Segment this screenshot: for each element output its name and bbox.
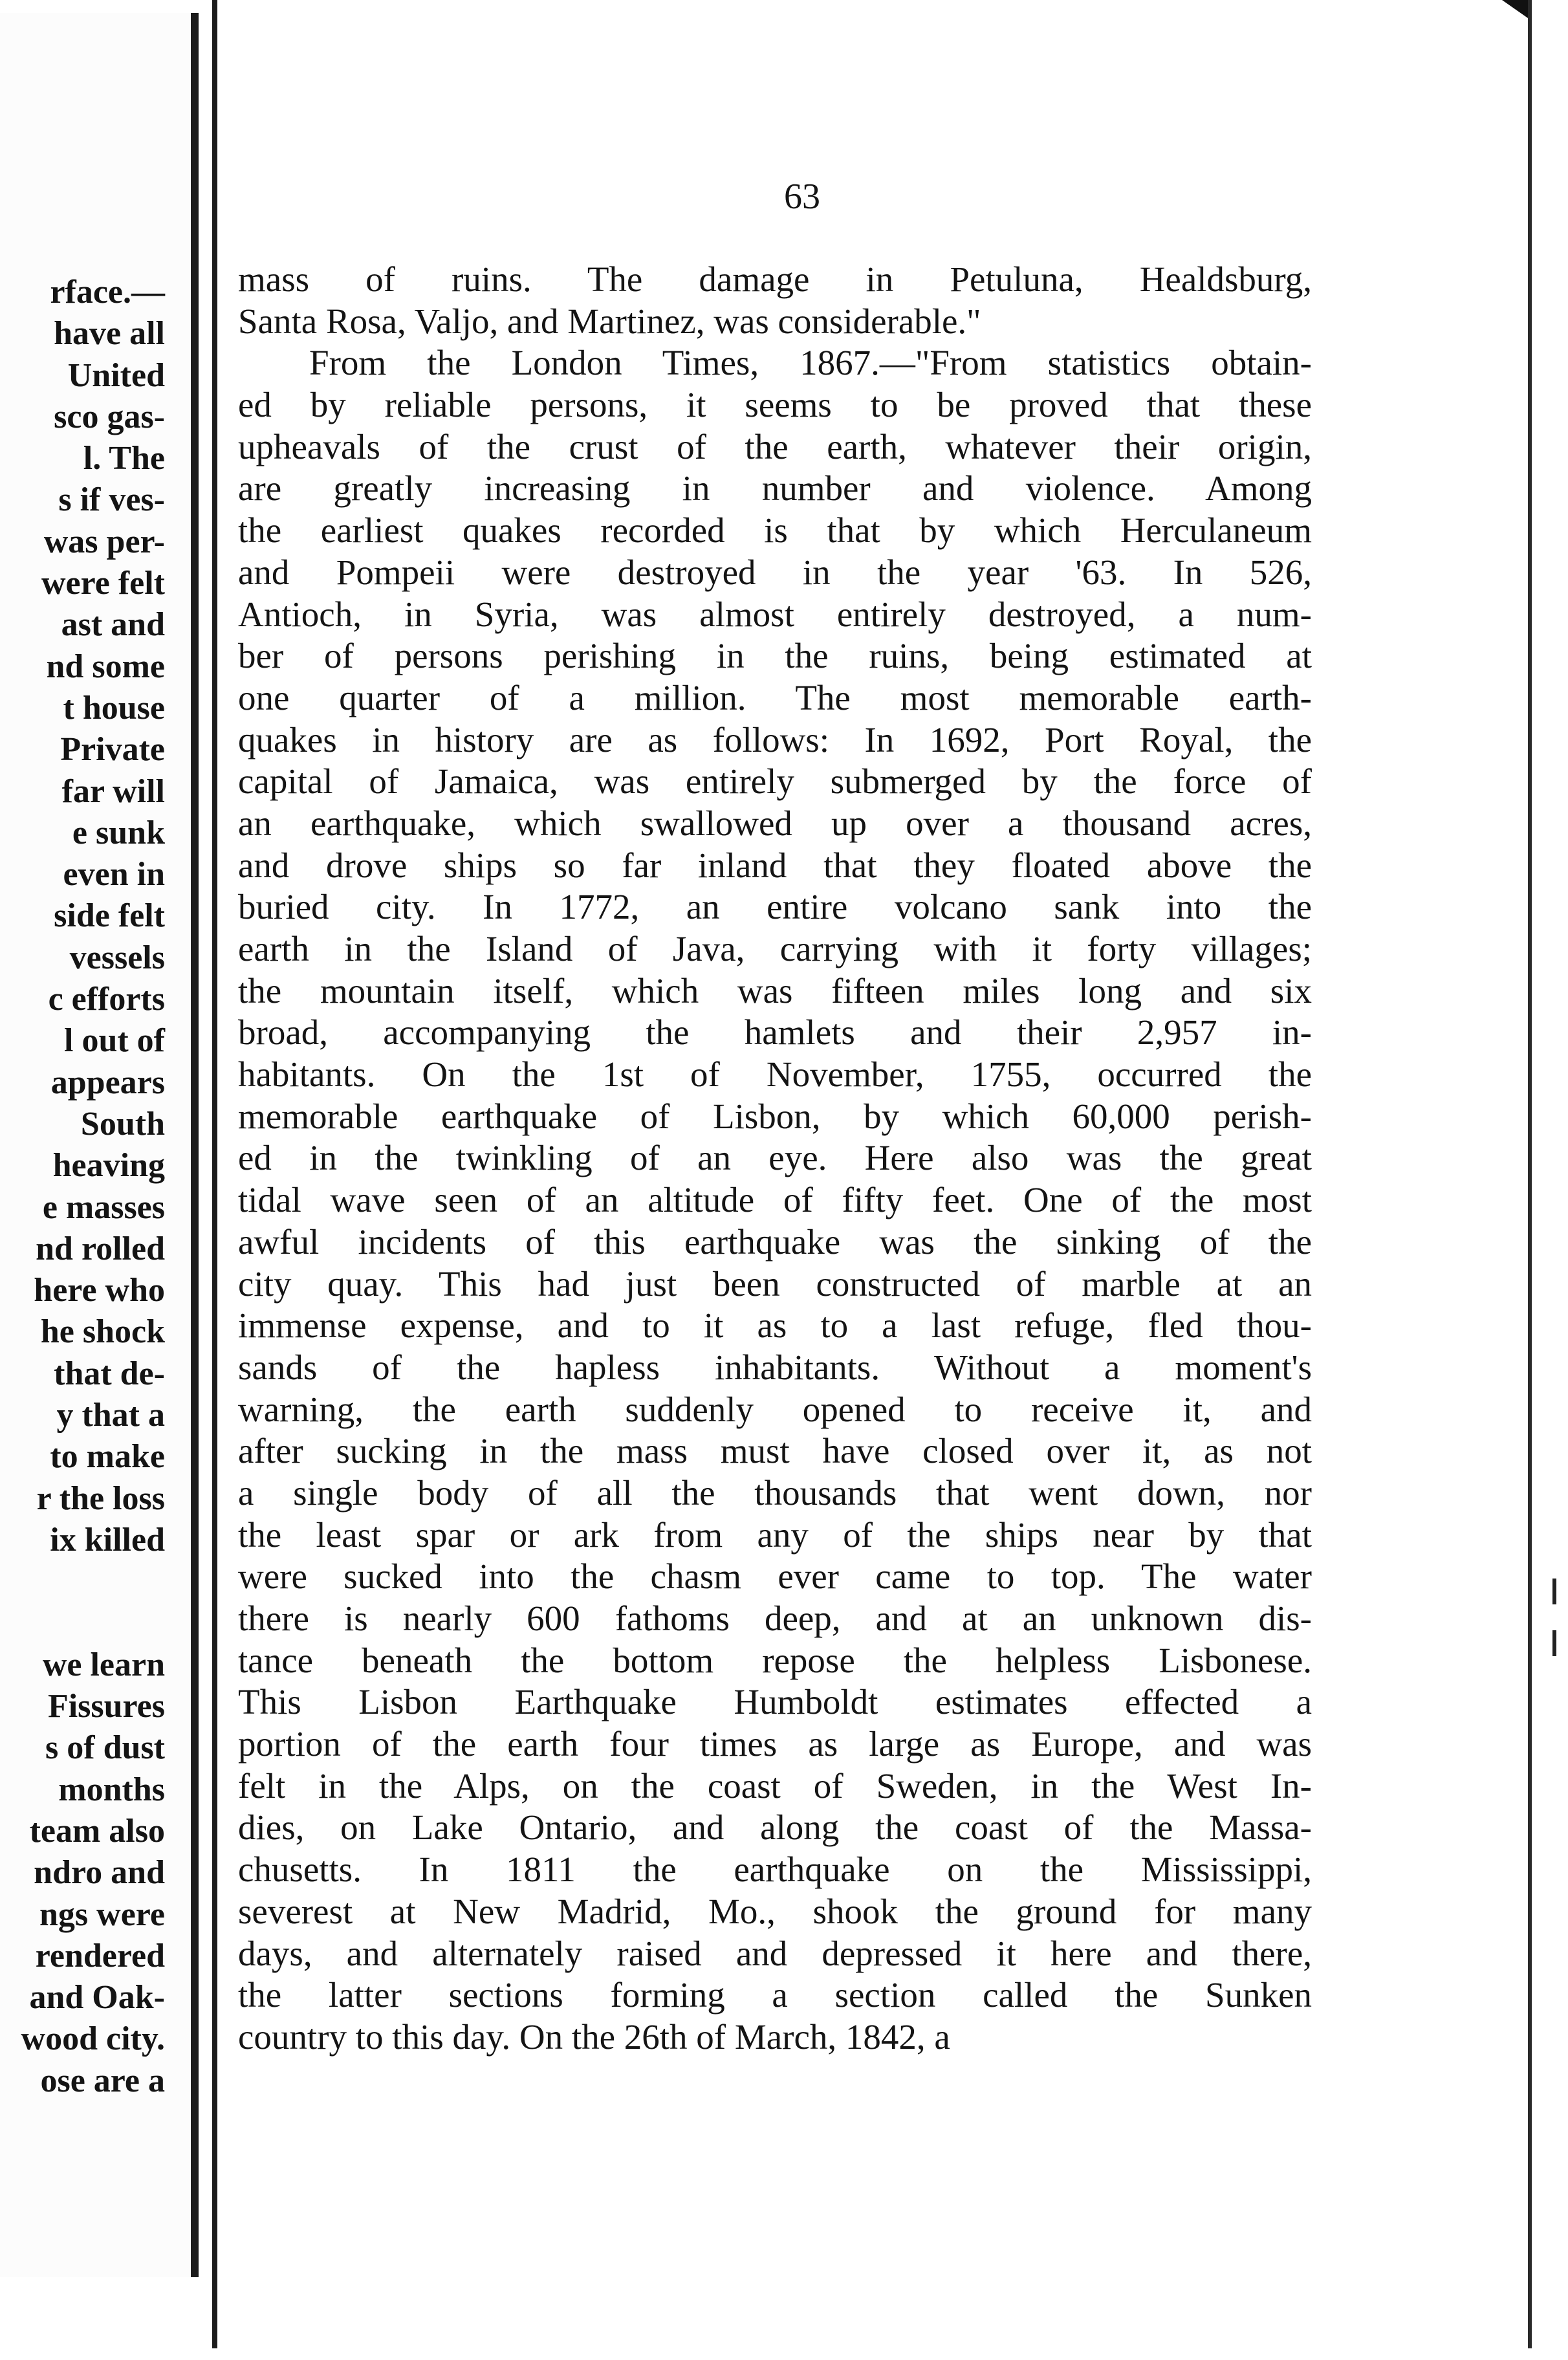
previous-page-line: months: [58, 1771, 165, 1808]
body-line: capital of Jamaica, was entirely submerged by the force of: [238, 761, 1312, 802]
previous-page-line: have all: [54, 315, 165, 353]
body-line: after sucking in the mass must have closed over it, as not: [238, 1431, 1312, 1471]
body-line: chusetts. In 1811 the earthquake on the Mississippi,: [238, 1850, 1312, 1890]
previous-page-line: wood city.: [21, 2020, 165, 2058]
previous-page-line: heaving: [52, 1147, 165, 1185]
previous-page-line: South: [80, 1105, 165, 1142]
previous-page-line: l out of: [64, 1022, 165, 1060]
previous-page-line: far will: [61, 772, 165, 810]
page-body-text: [238, 259, 1312, 2059]
body-line: there is nearly 600 fathoms deep, and at an unknown dis-: [238, 1599, 1312, 1638]
body-line: immense expense, and to it as to a last refuge, fled thou-: [238, 1306, 1312, 1346]
body-line: the least spar or ark from any of the ships near by that: [238, 1514, 1312, 1555]
body-line: Santa Rosa, Valjo, and Martinez, was considerable.": [238, 301, 981, 341]
body-line: an earthquake, which swallowed up over a thousand acres,: [238, 803, 1312, 843]
body-line: dies, on Lake Ontario, and along the coast of the Massa-: [238, 1808, 1312, 1848]
body-line: mass of ruins. The damage in Petuluna, Healdsburg,: [238, 259, 1312, 299]
previous-page-line: here who: [34, 1272, 165, 1309]
body-line: a single body of all the thousands that went down, nor: [238, 1472, 1312, 1513]
previous-page-line: [0, 1603, 165, 1644]
body-line: one quarter of a million. The most memorable earth-: [238, 677, 1312, 717]
previous-page-line: side felt: [54, 897, 165, 935]
body-line: tidal wave seen of an altitude of fifty feet. One of the most: [238, 1180, 1312, 1220]
previous-page-line: s if ves-: [58, 481, 165, 519]
body-line: buried city. In 1772, an entire volcano sank into the: [238, 887, 1312, 927]
body-line: the mountain itself, which was fifteen miles long and six: [238, 970, 1312, 1011]
body-line: awful incidents of this earthquake was the sinking of the: [238, 1221, 1312, 1262]
previous-page-line: to make: [50, 1438, 165, 1476]
previous-page-line: l. The: [83, 440, 165, 477]
previous-page-line: c efforts: [48, 981, 165, 1018]
previous-page-line: Private: [60, 731, 165, 769]
previous-page-line: was per-: [43, 523, 165, 560]
previous-page-line: even in: [63, 856, 165, 893]
previous-page-line: he shock: [40, 1313, 165, 1351]
body-line: warning, the earth suddenly opened to receive it, and: [238, 1389, 1312, 1429]
previous-page-line: t house: [63, 689, 165, 727]
body-line: felt in the Alps, on the coast of Sweden, in the West In-: [238, 1765, 1312, 1806]
body-line: city quay. This had just been constructed of marble at an: [238, 1263, 1312, 1304]
body-line: severest at New Madrid, Mo., shook the ground for many: [238, 1891, 1312, 1931]
body-line: were sucked into the chasm ever came to top. The water: [238, 1557, 1312, 1597]
previous-page-line: ngs were: [39, 1896, 165, 1933]
scan-edge-mark: [1552, 1579, 1556, 1604]
previous-page-line: ast and: [61, 606, 165, 644]
previous-page-line: nd rolled: [36, 1230, 165, 1267]
body-line: ed by reliable persons, it seems to be proved that these: [238, 385, 1312, 425]
body-line: the earliest quakes recorded is that by which Herculaneum: [238, 510, 1312, 551]
previous-page-line: appears: [50, 1064, 165, 1101]
previous-page-line: that de-: [54, 1355, 165, 1392]
body-line: earth in the Island of Java, carrying with it forty villages;: [238, 929, 1312, 968]
previous-page-line: rendered: [35, 1937, 165, 1974]
previous-page-line: nd some: [46, 648, 165, 685]
previous-page-line: vessels: [69, 939, 165, 976]
previous-page-line: e sunk: [72, 814, 165, 851]
body-line: memorable earthquake of Lisbon, by which 60,000 perish-: [238, 1096, 1312, 1136]
previous-page-line: ix killed: [50, 1521, 165, 1558]
previous-page-line: [0, 1561, 165, 1602]
body-line: country to this day. On the 26th of March, 1842, a: [238, 2016, 950, 2057]
body-line: tance beneath the bottom repose the helpless Lisbonese.: [238, 1640, 1312, 1680]
previous-page-line: r the loss: [36, 1480, 165, 1517]
page-number: 63: [784, 177, 820, 217]
previous-page-text: [0, 272, 165, 2102]
previous-page-line: ose are a: [40, 2062, 165, 2099]
body-line: From the London Times, 1867.—"From statistics obtain-: [309, 343, 1312, 383]
body-line: days, and alternately raised and depressed it here and there,: [238, 1933, 1312, 1973]
previous-page-line: and Oak-: [29, 1979, 165, 2016]
previous-page-line: we learn: [42, 1646, 165, 1683]
previous-page-line: s of dust: [45, 1729, 165, 1767]
body-line: ber of persons perishing in the ruins, being estimated at: [238, 636, 1312, 676]
previous-page-line: sco gas-: [54, 398, 165, 435]
body-line: portion of the earth four times as large as Europe, and was: [238, 1724, 1312, 1764]
body-line: ed in the twinkling of an eye. Here also was the great: [238, 1138, 1312, 1178]
body-line: Antioch, in Syria, was almost entirely destroyed, a num-: [238, 594, 1312, 634]
previous-page-line: Fissures: [47, 1688, 165, 1725]
previous-page-line: team also: [29, 1812, 165, 1850]
body-line: sands of the hapless inhabitants. Without a moment's: [238, 1347, 1312, 1387]
previous-page-line: were felt: [41, 565, 165, 602]
corner-mark: [1502, 0, 1528, 18]
body-line: are greatly increasing in number and violence. Among: [238, 468, 1312, 508]
previous-page-line: United: [67, 356, 165, 394]
previous-page: [0, 13, 199, 2277]
body-line: This Lisbon Earthquake Humboldt estimates effected a: [238, 1682, 1312, 1722]
body-line: upheavals of the crust of the earth, whatever their origin,: [238, 426, 1312, 466]
body-line: and drove ships so far inland that they floated above the: [238, 845, 1312, 885]
previous-page-line: e masses: [42, 1188, 165, 1226]
body-line: quakes in history are as follows: In 1692, Port Royal, the: [238, 719, 1312, 759]
previous-page-line: ndro and: [34, 1854, 165, 1892]
body-line: and Pompeii were destroyed in the year '63. In 526,: [238, 552, 1312, 592]
body-line: broad, accompanying the hamlets and their 2,957 in-: [238, 1012, 1312, 1053]
body-line: habitants. On the 1st of November, 1755, occurred the: [238, 1054, 1312, 1095]
previous-page-line: y that a: [56, 1397, 165, 1434]
body-line: the latter sections forming a section called the Sunken: [238, 1975, 1312, 2015]
scan-edge-mark: [1552, 1630, 1556, 1656]
previous-page-line: rface.—: [50, 274, 165, 311]
